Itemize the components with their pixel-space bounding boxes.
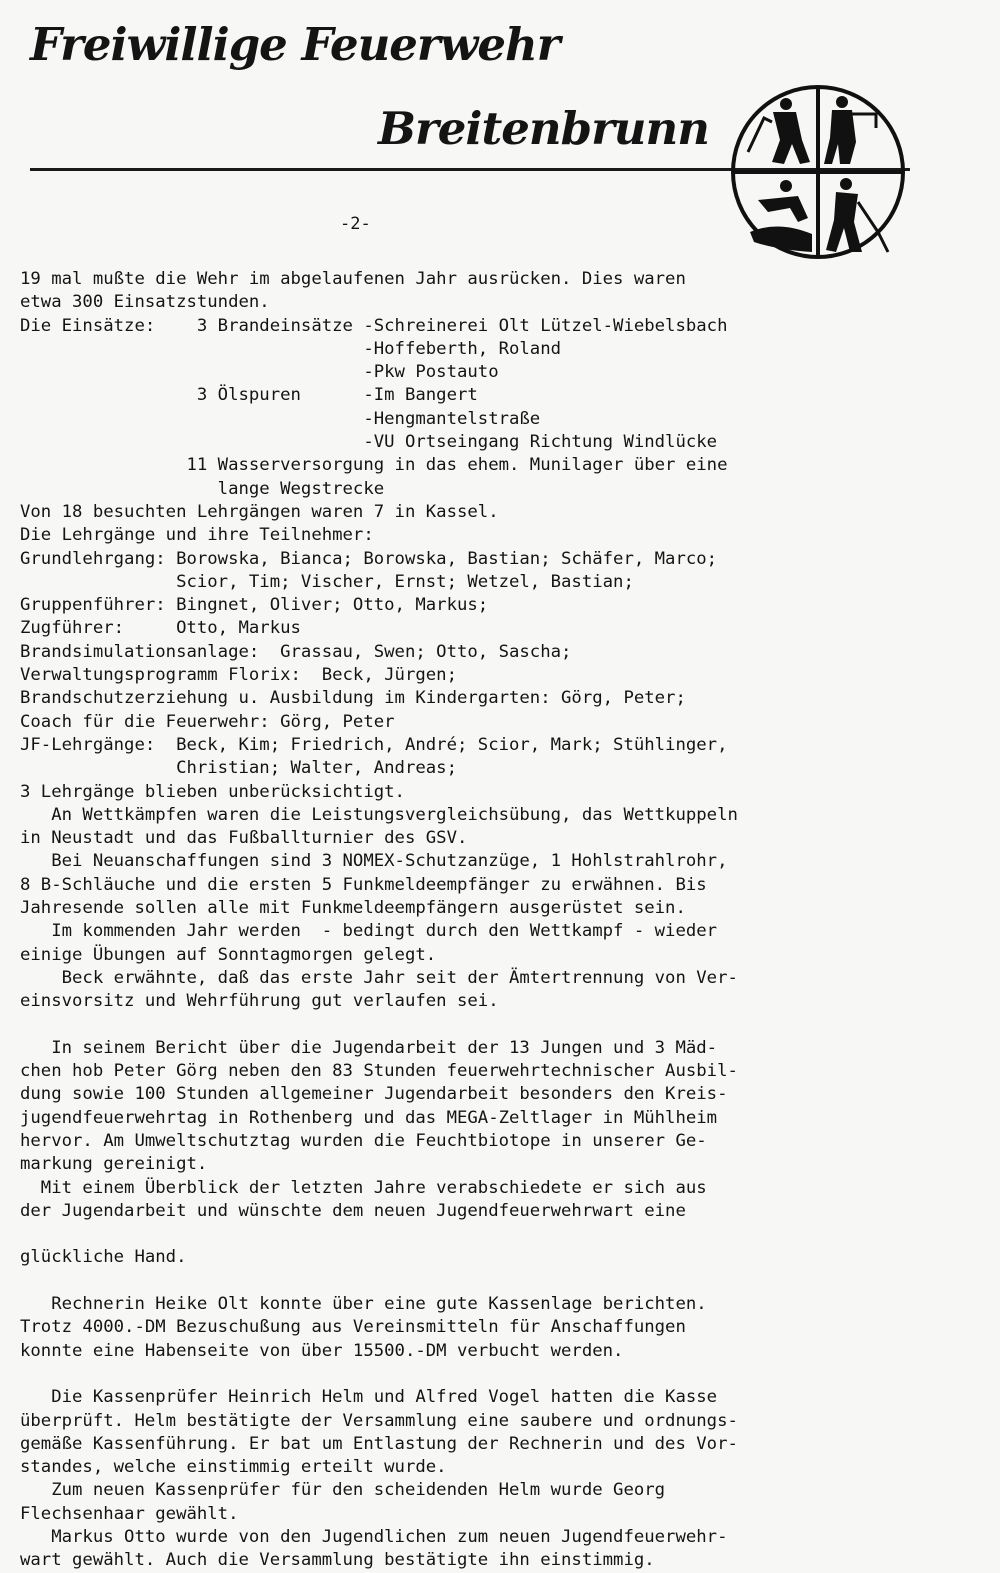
- letterhead-title-line2: Breitenbrunn: [378, 102, 709, 155]
- text-line: Bei Neuanschaffungen sind 3 NOMEX-Schutzanzüge, 1 Hohlstrahlrohr,: [20, 851, 728, 872]
- text-line: Brandschutzerziehung u. Ausbildung im Kindergarten: Görg, Peter;: [20, 688, 686, 709]
- text-line: in Neustadt und das Fußballturnier des GSV.: [20, 828, 468, 849]
- text-line: 8 B-Schläuche und die ersten 5 Funkmeldeempfänger zu erwähnen. Bis: [20, 874, 707, 895]
- text-line: -Hoffeberth, Roland: [20, 338, 562, 359]
- text-line: etwa 300 Einsatzstunden.: [20, 292, 270, 313]
- page-number: -2-: [340, 214, 371, 234]
- text-line: Beck erwähnte, daß das erste Jahr seit der Ämtertrennung von Ver-: [20, 967, 738, 988]
- text-line: In seinem Bericht über die Jugendarbeit der 13 Jungen und 3 Mäd-: [20, 1037, 718, 1058]
- text-line: glückliche Hand.: [20, 1247, 187, 1268]
- text-line: standes, welche einstimmig erteilt wurde.: [20, 1457, 447, 1478]
- text-line: [20, 1014, 980, 1037]
- text-line: Markus Otto wurde von den Jugendlichen zum neuen Jugendfeuerwehr-: [20, 1527, 728, 1548]
- text-line: [20, 1223, 980, 1246]
- text-line: 3 Ölspuren -Im Bangert: [20, 385, 478, 406]
- text-line: jugendfeuerwehrtag in Rothenberg und das MEGA-Zeltlager in Mühlheim: [20, 1107, 718, 1128]
- text-line: markung gereinigt.: [20, 1154, 208, 1175]
- fire-brigade-emblem-icon: [728, 82, 908, 262]
- text-line: Zugführer: Otto, Markus: [20, 618, 301, 639]
- report-body: [20, 268, 980, 1573]
- text-line: wart gewählt. Auch die Versammlung bestätigte ihn einstimmig.: [20, 1550, 655, 1571]
- text-line: An Wettkämpfen waren die Leistungsvergleichsübung, das Wettkuppeln: [20, 804, 738, 825]
- text-line: 3 Lehrgänge blieben unberücksichtigt.: [20, 781, 405, 802]
- text-line: Brandsimulationsanlage: Grassau, Swen; Otto, Sascha;: [20, 641, 572, 662]
- text-line: Von 18 besuchten Lehrgängen waren 7 in Kassel.: [20, 501, 499, 522]
- text-line: -Hengmantelstraße: [20, 408, 541, 429]
- text-line: überprüft. Helm bestätigte der Versammlung eine saubere und ordnungs-: [20, 1410, 738, 1431]
- text-line: -Pkw Postauto: [20, 362, 499, 383]
- text-line: 11 Wasserversorgung in das ehem. Munilager über eine: [20, 455, 728, 476]
- text-line: hervor. Am Umweltschutztag wurden die Feuchtbiotope in unserer Ge-: [20, 1130, 707, 1151]
- text-line: Gruppenführer: Bingnet, Oliver; Otto, Markus;: [20, 595, 489, 616]
- letterhead-title-line1: Freiwillige Feuerwehr: [30, 18, 560, 71]
- text-line: Coach für die Feuerwehr: Görg, Peter: [20, 711, 395, 732]
- text-line: Verwaltungsprogramm Florix: Beck, Jürgen;: [20, 665, 457, 686]
- text-line: gemäße Kassenführung. Er bat um Entlastung der Rechnerin und des Vor-: [20, 1433, 738, 1454]
- text-line: Grundlehrgang: Borowska, Bianca; Borowska, Bastian; Schäfer, Marco;: [20, 548, 718, 569]
- text-line: 19 mal mußte die Wehr im abgelaufenen Jahr ausrücken. Dies waren: [20, 269, 686, 289]
- text-line: chen hob Peter Görg neben den 83 Stunden feuerwehrtechnischer Ausbil-: [20, 1061, 738, 1082]
- text-line: Im kommenden Jahr werden - bedingt durch den Wettkampf - wieder: [20, 921, 718, 942]
- text-line: Die Kassenprüfer Heinrich Helm und Alfred Vogel hatten die Kasse: [20, 1387, 718, 1408]
- text-line: Die Lehrgänge und ihre Teilnehmer:: [20, 525, 374, 546]
- text-line: lange Wegstrecke: [20, 478, 385, 499]
- text-line: Flechsenhaar gewählt.: [20, 1503, 239, 1524]
- text-line: JF-Lehrgänge: Beck, Kim; Friedrich, André; Scior, Mark; Stühlinger,: [20, 734, 728, 755]
- text-line: Die Einsätze: 3 Brandeinsätze -Schreinerei Olt Lützel-Wiebelsbach: [20, 315, 728, 336]
- text-line: Zum neuen Kassenprüfer für den scheidenden Helm wurde Georg: [20, 1480, 666, 1501]
- text-line: Rechnerin Heike Olt konnte über eine gute Kassenlage berichten.: [20, 1294, 707, 1315]
- text-line: Trotz 4000.-DM Bezuschußung aus Vereinsmitteln für Anschaffungen: [20, 1317, 686, 1338]
- text-line: dung sowie 100 Stunden allgemeiner Jugendarbeit besonders den Kreis-: [20, 1084, 728, 1105]
- text-line: konnte eine Habenseite von über 15500.-DM verbucht werden.: [20, 1340, 624, 1361]
- text-line: [20, 1270, 980, 1293]
- text-line: der Jugendarbeit und wünschte dem neuen Jugendfeuerwehrwart eine: [20, 1200, 686, 1221]
- text-line: Jahresende sollen alle mit Funkmeldeempfängern ausgerüstet sein.: [20, 898, 686, 919]
- text-line: Christian; Walter, Andreas;: [20, 758, 457, 779]
- text-line: -VU Ortseingang Richtung Windlücke: [20, 432, 718, 453]
- text-line: einsvorsitz und Wehrführung gut verlaufen sei.: [20, 991, 499, 1012]
- text-line: Scior, Tim; Vischer, Ernst; Wetzel, Bastian;: [20, 571, 634, 592]
- text-line: Mit einem Überblick der letzten Jahre verabschiedete er sich aus: [20, 1177, 707, 1198]
- text-line: einige Übungen auf Sonntagmorgen gelegt.: [20, 944, 437, 965]
- text-line: [20, 1363, 980, 1386]
